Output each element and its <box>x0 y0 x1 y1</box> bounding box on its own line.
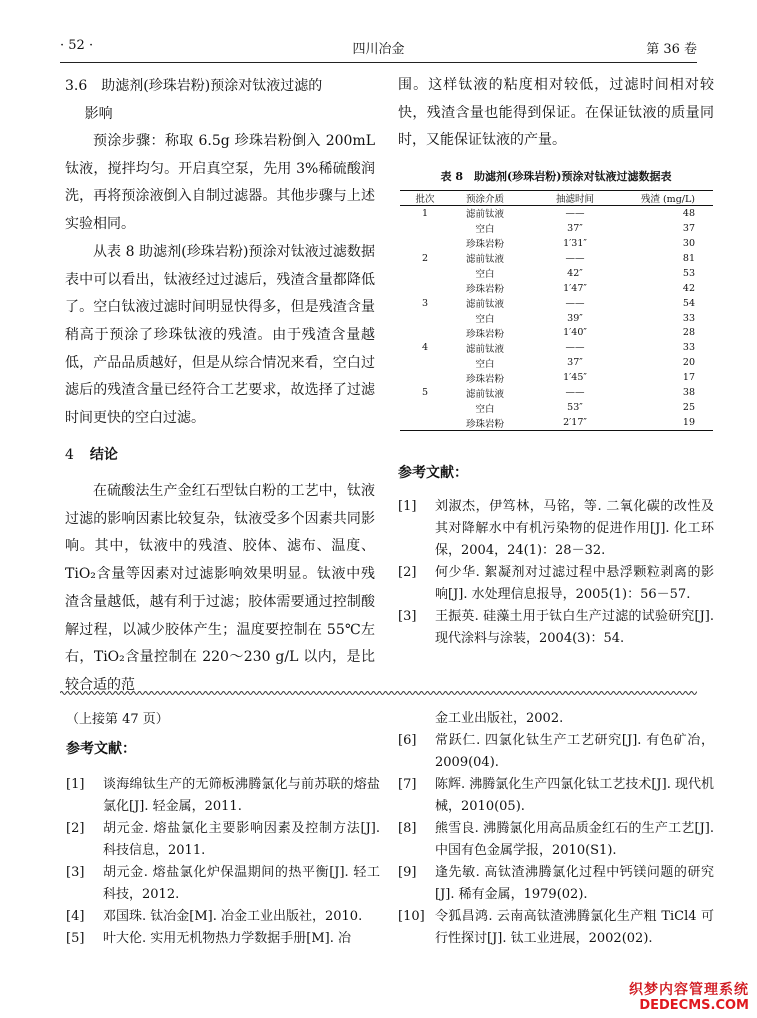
table-cell <box>400 400 450 415</box>
reference-item <box>398 818 714 862</box>
table-cell: 空白 <box>475 314 495 326</box>
table-cell: 37″ <box>567 357 583 369</box>
journal-name: 四川冶金 <box>352 42 405 57</box>
paragraph: 预涂步骤：称取 6.5g 珍珠岩粉倒入 200mL 钛液，搅拌均匀。开启真空泵，先用 3%稀硫酸润洗，再将预涂液倒入自制过滤器。其他步骤与上述实验相同。 <box>65 133 375 233</box>
table-row <box>400 221 713 236</box>
reference-text: 邓国珠. 钛冶金[M]. 冶金工业出版社，2010. <box>103 909 363 924</box>
table-cell: 54 <box>682 297 695 309</box>
references-heading: 参考文献： <box>66 741 136 757</box>
reference-number: [1] <box>398 499 417 514</box>
watermark-line1: 织梦内容管理系统 <box>629 982 749 998</box>
table-cell: 28 <box>682 327 695 339</box>
reference-text: 王振英. 硅藻土用于钛白生产过滤的试验研究[J]. 现代涂料与涂装，2004(3)：54. <box>435 609 714 646</box>
table-cell: 空白 <box>475 358 495 370</box>
table-row <box>400 266 713 281</box>
reference-number: [10] <box>398 909 425 924</box>
reference-item <box>398 562 714 606</box>
reference-text: 胡元金. 熔盐氯化主要影响因素及控制方法[J]. 科技信息，2011. <box>103 821 380 858</box>
reference-text: 逢先敏. 高钛渣沸腾氯化过程中钙镁问题的研究[J]. 稀有金属，1979(02). <box>435 865 714 902</box>
reference-item <box>66 862 380 906</box>
table-cell <box>400 415 450 430</box>
table-cell: 滤前钛液 <box>465 209 504 221</box>
reference-text: 熊雪良. 沸腾氯化用高品质金红石的生产工艺[J]. 中国有色金属学报，2010(S1). <box>435 821 714 858</box>
paragraph: 围。这样钛液的粘度相对较低，过滤时间相对较快，残渣含量也能得到保证。在保证钛液的质量同时，又能保证钛液的产量。 <box>398 77 714 149</box>
section-3-6-body <box>65 128 375 433</box>
table-row <box>400 326 713 341</box>
table-cell: 53″ <box>567 402 583 414</box>
table-cell: 空白 <box>475 269 495 281</box>
paragraph: 从表 8 助滤剂(珍珠岩粉)预涂对钛液过滤数据表中可以看出，钛液经过过滤后，残渣含量都降低了。空白钛液过滤时间明显快得多，但是残渣含量稍高于预涂了珍珠钛液的残渣。由于残渣含量越低，产品品质越好，但是从综合情况来看，空白过滤后的残渣含量已经符合工艺要求，故选择了过滤时间更快的空白过滤。 <box>65 243 375 427</box>
section-number: 4 <box>65 447 74 463</box>
table-cell: 81 <box>682 252 695 264</box>
table-cell <box>400 326 450 341</box>
reference-number: [3] <box>66 865 85 880</box>
table-cell <box>400 221 450 236</box>
reference-item <box>398 496 714 562</box>
table-row <box>400 415 713 430</box>
table-cell: 25 <box>682 402 695 414</box>
reference-number: [8] <box>398 821 417 836</box>
reference-item <box>398 774 714 818</box>
reference-number: [3] <box>398 609 417 624</box>
table-cell <box>400 236 450 251</box>
table-cell: —— <box>565 387 585 399</box>
table-cell: 1′45″ <box>563 372 587 384</box>
reference-text: 胡元金. 熔盐氯化炉保温期间的热平衡[J]. 轻工科技，2012. <box>103 865 380 902</box>
table-cell: 珍珠岩粉 <box>465 239 504 251</box>
table-cell: 53 <box>682 267 695 279</box>
reference-number: [7] <box>398 777 417 792</box>
reference-text: 叶大伦. 实用无机物热力学数据手册[M]. 冶 <box>103 931 351 946</box>
paragraph: 在硫酸法生产金红石型钛白粉的工艺中，钛液过滤的影响因素比较复杂，钛液受多个因素共同影响。其中，钛液中的残渣、胶体、滤布、温度、TiO₂含量等因素对过滤影响效果明显。钛液中残渣含量越低，越有利于过滤；胶体需要通过控制酸解过程，以减少胶体产生；温度要控制在 55℃左右，TiO₂含量控制在 220～230 g/L 以内，是比较合适的范 <box>65 483 375 693</box>
table-cell: 滤前钛液 <box>465 299 504 311</box>
table-cell: 滤前钛液 <box>465 388 504 400</box>
table-cell: 滤前钛液 <box>465 343 504 355</box>
table-row <box>400 206 713 221</box>
references-list <box>398 708 714 950</box>
reference-text: 谈海绵钛生产的无筛板沸腾氯化与前苏联的熔盐氯化[J]. 轻金属，2011. <box>103 777 380 814</box>
table-cell: 19 <box>630 415 713 430</box>
section-title-line2: 影响 <box>84 106 113 122</box>
table-cell: 1′47″ <box>563 282 587 294</box>
reference-item <box>398 906 714 950</box>
data-table <box>400 190 713 431</box>
table-cell: 3 <box>421 297 429 309</box>
table-cell: 空白 <box>475 224 495 236</box>
table-cell: 42″ <box>567 267 583 279</box>
table-cell: 2 <box>421 252 429 264</box>
table-cell <box>400 355 450 370</box>
reference-number: [4] <box>66 909 85 924</box>
right-column-text <box>398 72 714 155</box>
table-cell: 珍珠岩粉 <box>450 415 520 430</box>
column-header: 抽滤时间 <box>520 191 630 206</box>
table-row <box>400 251 713 266</box>
table-row <box>400 385 713 400</box>
references-list <box>66 774 380 950</box>
table-row <box>400 296 713 311</box>
section-divider <box>60 690 697 696</box>
table-cell: 33 <box>682 342 695 354</box>
reference-text: 金工业出版社，2002. <box>435 711 564 726</box>
column-header: 残渣 (mg/L) <box>630 191 713 206</box>
table-cell: 20 <box>682 357 695 369</box>
table-cell: 5 <box>421 387 429 399</box>
table-cell <box>400 281 450 296</box>
volume-label: 第 36 卷 <box>646 42 697 57</box>
table-cell: 4 <box>421 342 429 354</box>
continued-note: （上接第 47 页） <box>66 712 169 727</box>
table-cell: 1 <box>421 207 429 219</box>
table-cell: —— <box>565 297 585 309</box>
reference-text: 令狐昌鸿. 云南高钛渣沸腾氯化生产粗 TiCl4 可行性探讨[J]. 钛工业进展，2002(02). <box>435 909 714 946</box>
table-cell <box>400 370 450 385</box>
table-cell: 空白 <box>475 403 495 415</box>
table-cell: 48 <box>682 207 695 219</box>
reference-number: [2] <box>66 821 85 836</box>
section-4-body <box>65 478 375 700</box>
table-cell: 珍珠岩粉 <box>465 328 504 340</box>
reference-text: 何少华. 絮凝剂对过滤过程中悬浮颗粒剥离的影响[J]. 水处理信息报导，2005(1)：56－57. <box>435 565 714 602</box>
reference-text: 刘淑杰，伊笃林，马铭，等. 二氧化碳的改性及其对降解水中有机污染物的促进作用[J]. 化工环保，2004，24(1)：28－32. <box>435 499 714 558</box>
running-header <box>60 38 697 60</box>
table-row <box>400 355 713 370</box>
table-cell: 37 <box>682 222 695 234</box>
table-cell: 珍珠岩粉 <box>465 373 504 385</box>
table-cell: —— <box>565 252 585 264</box>
table-cell <box>400 311 450 326</box>
header-rule <box>60 62 697 63</box>
reference-number: [2] <box>398 565 417 580</box>
table-cell: 38 <box>682 387 695 399</box>
reference-item <box>66 818 380 862</box>
reference-item <box>66 774 380 818</box>
reference-item <box>398 730 714 774</box>
table-cell: —— <box>565 207 585 219</box>
reference-text: 陈辉. 沸腾氯化生产四氯化钛工艺技术[J]. 现代机械，2010(05). <box>435 777 714 814</box>
table-row <box>400 340 713 355</box>
table-row <box>400 400 713 415</box>
table-cell: 42 <box>682 282 695 294</box>
table-row <box>400 281 713 296</box>
column-header: 预涂介质 <box>450 191 520 206</box>
section-4-heading <box>65 444 118 464</box>
reference-number: [5] <box>66 931 85 946</box>
section-title-line1: 3.6 助滤剂(珍珠岩粉)预涂对钛液过滤的 <box>65 78 323 94</box>
reference-text: 常跃仁. 四氯化钛生产工艺研究[J]. 有色矿冶，2009(04). <box>435 733 714 770</box>
table-row <box>400 311 713 326</box>
reference-item <box>398 862 714 906</box>
section-3-6-heading <box>65 72 375 128</box>
table-cell: 37″ <box>567 222 583 234</box>
reference-number: [9] <box>398 865 417 880</box>
table-cell: 2′17″ <box>520 415 630 430</box>
table-cell: 30 <box>682 237 695 249</box>
reference-number: [6] <box>398 733 417 748</box>
reference-item <box>66 928 380 950</box>
reference-item <box>66 906 380 928</box>
references-list <box>398 496 714 650</box>
table-caption: 表 8 助滤剂(珍珠岩粉)预涂对钛液过滤数据表 <box>440 170 672 183</box>
column-header: 批次 <box>400 191 450 206</box>
table-cell: 33 <box>682 312 695 324</box>
watermark-line2: DEDECMS.COM <box>639 998 749 1013</box>
watermark <box>629 982 749 1014</box>
section-title: 结论 <box>89 447 118 463</box>
table-cell <box>400 266 450 281</box>
table-row <box>400 370 713 385</box>
reference-number: [1] <box>66 777 85 792</box>
table-header-row <box>400 191 713 206</box>
table-cell: 1′40″ <box>563 327 587 339</box>
references-heading: 参考文献： <box>398 465 468 481</box>
page-number: · 52 · <box>60 38 94 53</box>
table-cell: 17 <box>682 372 695 384</box>
table-cell: —— <box>565 342 585 354</box>
table-cell: 39″ <box>567 312 583 324</box>
reference-item <box>398 606 714 650</box>
table-row <box>400 236 713 251</box>
table-cell: 1′31″ <box>563 237 587 249</box>
table-cell: 珍珠岩粉 <box>465 284 504 296</box>
table-cell: 滤前钛液 <box>465 254 504 266</box>
reference-item <box>398 708 714 730</box>
